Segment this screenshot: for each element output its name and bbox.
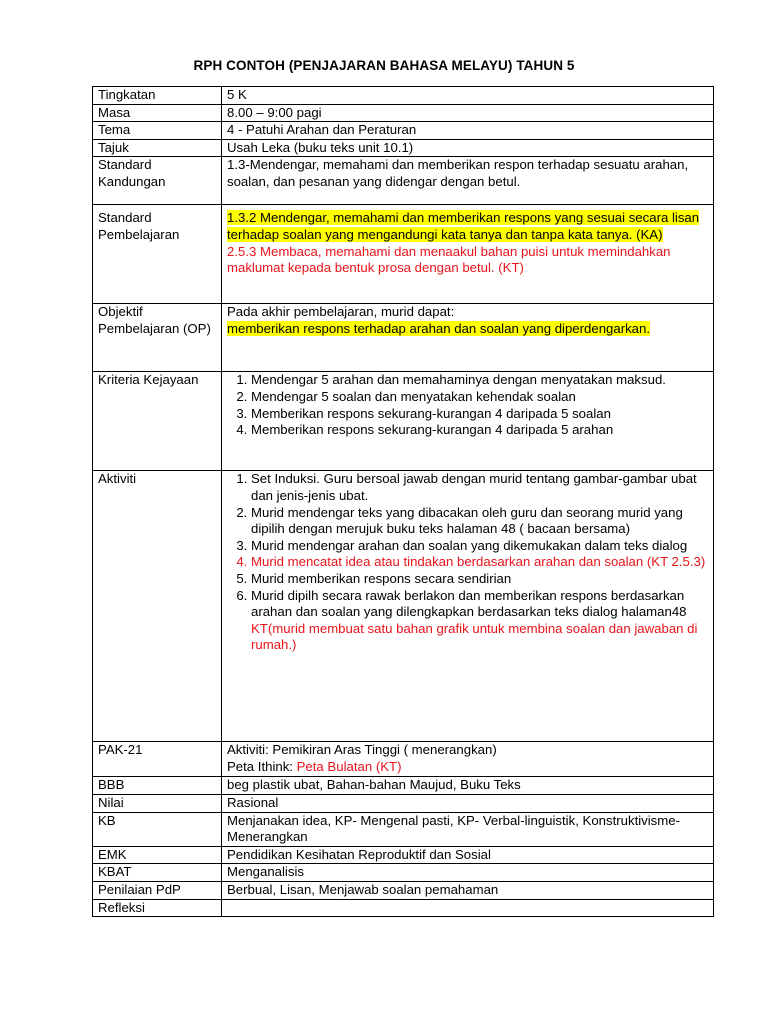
- row-tajuk: [93, 139, 714, 157]
- value-emk: Pendidikan Kesihatan Reproduktif dan Sosial: [222, 846, 714, 864]
- row-bbb: [93, 777, 714, 795]
- row-pak21: [93, 742, 714, 777]
- value-refleksi: [222, 899, 714, 917]
- label-standard-pembelajaran-cell: [93, 205, 222, 304]
- value-tajuk: Usah Leka (buku teks unit 10.1): [222, 139, 714, 157]
- aktiviti-item: 5. Murid memberikan respons secara sendirian: [251, 571, 709, 588]
- value-standard-pembelajaran: [222, 205, 714, 304]
- row-masa: [93, 104, 714, 122]
- aktiviti-item-red: 4. Murid mencatat idea atau tindakan berdasarkan arahan dan soalan (KT 2.5.3): [251, 554, 709, 571]
- row-refleksi: [93, 899, 714, 917]
- label-kriteria: Kriteria Kejayaan: [93, 372, 222, 471]
- aktiviti-item: 1. Set Induksi. Guru bersoal jawab dengan murid tentang gambar-gambar ubat dan jenis-jenis ubat.: [251, 471, 709, 504]
- value-tema: 4 - Patuhi Arahan dan Peraturan: [222, 122, 714, 140]
- label-penilaian: Penilaian PdP: [93, 881, 222, 899]
- kriteria-item: 2. Mendengar 5 soalan dan menyatakan kehendak soalan: [251, 389, 709, 406]
- row-kb: [93, 812, 714, 846]
- row-kbat: [93, 864, 714, 882]
- kriteria-item: 1. Mendengar 5 arahan dan memahaminya dengan menyatakan maksud.: [251, 372, 709, 389]
- aktiviti-item: 2. Murid mendengar teks yang dibacakan oleh guru dan seorang murid yang dipilih dengan merujuk buku teks halaman 48 ( bacaan bersama): [251, 505, 709, 538]
- row-nilai: [93, 794, 714, 812]
- row-standard-pembelajaran: [93, 205, 714, 304]
- label-tajuk: Tajuk: [93, 139, 222, 157]
- kriteria-item: 3. Memberikan respons sekurang-kurangan 4 daripada 5 soalan: [251, 406, 709, 423]
- label-bbb: BBB: [93, 777, 222, 795]
- kriteria-item: 4. Memberikan respons sekurang-kurangan 4 daripada 5 arahan: [251, 422, 709, 439]
- row-tingkatan: [93, 87, 714, 105]
- row-aktiviti: [93, 471, 714, 742]
- label-objektif-cell: [93, 304, 222, 372]
- label-emk: EMK: [93, 846, 222, 864]
- label-aktiviti: Aktiviti: [93, 471, 222, 742]
- row-tema: [93, 122, 714, 140]
- row-penilaian: [93, 881, 714, 899]
- pak21-line2: [227, 759, 709, 776]
- objektif-intro: Pada akhir pembelajaran, murid dapat:: [227, 304, 455, 320]
- standard-pembelajaran-red: 2.5.3 Membaca, memahami dan menaakul bahan puisi untuk memindahkan maklumat kepada bentuk prosa dengan betul. (KT): [227, 243, 671, 276]
- label-kbat: KBAT: [93, 864, 222, 882]
- value-standard-kandungan: 1.3-Mendengar, memahami dan memberikan respon terhadap sesuatu arahan, soalan, dan pesanan yang didengar dengan betul.: [222, 157, 714, 205]
- value-masa: 8.00 – 9:00 pagi: [222, 104, 714, 122]
- label-masa: Masa: [93, 104, 222, 122]
- pak21-line1: Aktiviti: Pemikiran Aras Tinggi ( menerangkan): [227, 742, 497, 758]
- label-objektif: Objektif Pembelajaran (OP): [98, 304, 211, 336]
- row-emk: [93, 846, 714, 864]
- label-pak21: PAK-21: [93, 742, 222, 777]
- aktiviti-item-6: [251, 588, 709, 654]
- value-pak21: [222, 742, 714, 777]
- document-title: RPH CONTOH (PENJAJARAN BAHASA MELAYU) TAHUN 5: [193, 58, 575, 73]
- label-standard-kandungan: Standard Kandungan: [93, 157, 222, 205]
- label-tingkatan: Tingkatan: [93, 87, 222, 105]
- value-kriteria: [222, 372, 714, 471]
- aktiviti-kt-note: KT(murid membuat satu bahan grafik untuk membina soalan dan jawaban di rumah.): [251, 620, 698, 653]
- value-nilai: Rasional: [222, 794, 714, 812]
- value-kb: Menjanakan idea, KP- Mengenal pasti, KP- Verbal-linguistik, Konstruktivisme- Menerangkan: [222, 812, 714, 846]
- standard-pembelajaran-highlighted: 1.3.2 Mendengar, memahami dan memberikan respons yang sesuai secara lisan terhadap soalan yang mengandungi kata tanya dan tanpa kata tanya. (KA): [227, 210, 700, 242]
- pak21-line2-prefix: Peta Ithink:: [227, 758, 297, 774]
- rph-table: [92, 86, 714, 917]
- value-tingkatan: 5 K: [222, 87, 714, 105]
- row-objektif: [93, 304, 714, 372]
- pak21-line2-red: Peta Bulatan (KT): [296, 758, 402, 774]
- label-standard-pembelajaran: Standard Pembelajaran: [98, 210, 180, 242]
- value-bbb: beg plastik ubat, Bahan-bahan Maujud, Buku Teks: [222, 777, 714, 795]
- aktiviti-item-text: Murid dipilh secara rawak berlakon dan memberikan respons berdasarkan arahan dan soalan yang dilengkapkan berdasarkan teks dialog halaman48: [251, 587, 687, 620]
- label-refleksi: Refleksi: [93, 899, 222, 917]
- value-objektif: [222, 304, 714, 372]
- aktiviti-item: 3. Murid mendengar arahan dan soalan yang dikemukakan dalam teks dialog: [251, 538, 709, 555]
- row-kriteria: [93, 372, 714, 471]
- value-penilaian: Berbual, Lisan, Menjawab soalan pemahaman: [222, 881, 714, 899]
- label-tema: Tema: [93, 122, 222, 140]
- value-kbat: Menganalisis: [222, 864, 714, 882]
- row-standard-kandungan: [93, 157, 714, 205]
- objektif-highlighted: memberikan respons terhadap arahan dan soalan yang diperdengarkan.: [227, 320, 651, 336]
- value-aktiviti: [222, 471, 714, 742]
- label-nilai: Nilai: [93, 794, 222, 812]
- label-kb: KB: [93, 812, 222, 846]
